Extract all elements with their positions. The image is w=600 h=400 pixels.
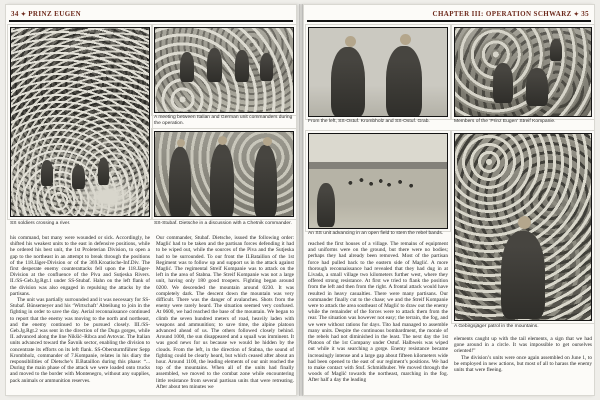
left-running-header: [11, 10, 291, 18]
photo-detail-officer: [331, 47, 365, 117]
photo-dietsche-discussion: [154, 131, 294, 217]
photo-detail-soldier: [41, 160, 53, 186]
right-running-header: [309, 10, 589, 18]
body-paragraph: Our commander, Stubaf. Dietsche, issued the following order: Maglić had to be taken and the partisan forces defending it had to be wiped out, while the sources of the Piva and the Sutjeska had to be surrounded. To our front the II.Bataillon of the 1st Regiment was to follow up and support us in the attack against Maglić. The regimental Streif Kompanie was to attack on the left in the area of Stabna. The Streif Kompanie was not a large unit, having only 180 good troopers. Fighting began around 0200. We descended the mountain around 0230. It was completely dark. The descent down the mountain was very difficult. There was the danger of avalanches. Shots from the enemy were rarely heard. The situation seemed very confused. At 0600, we had reached the base of the mountain. We began to climb the seven hundred meters of road, heavily laden with weapons and ammunition; to save time, the alpine platoon advanced ahead of us. The others followed closely behind. Around 1000, the sun disappeared and a squall was imminent. It was good news for us because we would be hidden by the clouds. From the left, in the direction of Stabna, the sound of fighting could be clearly heard, but which ceased after about an hour. Around 1100, the leading elements of our unit reached the top of the mountains. When all of the units had finally assembled, we moved to the combat zone while encountering little resistance from several partisan units that were retreating. After about ten minutes we: [156, 235, 294, 390]
header-rule: [307, 20, 591, 22]
photo-caption: An SS unit advancing in an open field to stem the rebel bands.: [308, 231, 444, 236]
photo-detail-soldier: [550, 39, 562, 61]
photo-commanders-meeting: [154, 27, 294, 113]
star-icon: ✦: [573, 12, 580, 18]
photo-detail-soldier: [72, 165, 85, 189]
right-page-number: 35: [581, 10, 589, 18]
right-page-column-2: [454, 336, 592, 392]
header-rule: [9, 20, 293, 22]
photo-detail-head: [400, 34, 411, 45]
photo-detail-figure: [235, 50, 249, 82]
photo-detail-figure: [207, 48, 222, 82]
photo-detail-officer: [386, 46, 422, 117]
photo-detail-head: [263, 137, 272, 146]
right-page: [303, 4, 595, 396]
left-page-column-2: [156, 235, 294, 392]
photo-caption: Members of the ‘Prinz Eugen’ Streif Kompanie.: [454, 119, 556, 124]
photo-caption: SS soldiers crossing a river.: [10, 221, 71, 226]
photo-detail-head: [518, 216, 531, 229]
photo-caption: A Gebirgsjäger patrol in the mountains.: [454, 324, 539, 329]
photo-gebirgsjaeger-patrol: [454, 133, 592, 321]
body-paragraph: The division’s units were once again assembled on June 1, to be employed in new actions, but most of all to harass the enemy units that were fleeing.: [454, 354, 592, 374]
photo-detail-figure: [169, 147, 191, 217]
photo-detail-figure: [180, 52, 194, 82]
left-page-column-1: [10, 235, 150, 392]
photo-krombholz-and-grab: [308, 27, 448, 117]
left-page-number: 34: [11, 10, 19, 18]
body-paragraph: reached the first houses of a village. The remains of equipment and uniforms were on the ground, but there were no bodies; perhaps they had already been removed. Most of the partisan force had pulled back to the eastern side of Maglić. A more thorough reconnaissance had revealed that they had dug in at Livada, a small village two kilometers further west, where they offered strong resistance. At first we tried to flank the position from the left and then from the right. A frontal attack would have resulted in heavy casualties. There were many partisans. Our commander finally cut to the chase; we and the Streif Kompanie were to attack the area southeast of Maglić to draw out the enemy while the remainder of the forces were to attack them from the rear. The situation was however not easy; the terrain, the fog, and we were without rations for days. Tito had managed to assemble many units. Despite the continuous bombardment, the morale of the rebels had not diminished in the least. The next day the 1st Platoon of the 1st Company under Ostuf. Halbweis was wiped out while it was searching a gorge. Enemy resistance became increasingly intense and a large gap about fifteen kilometers wide had been opened to the east of our regiment’s positions. We had to make contact with Stuf. Schmidhuber. We moved through the woods of Maglić towards the northeast, marching in the fog. After half a day the leading: [308, 241, 448, 384]
photo-detail-soldier: [501, 231, 545, 319]
photo-ss-unit-open-field: [308, 133, 448, 229]
body-paragraph: elements caught up with the tail elements, a sign that we had gone around in a circle. It was impossible to get ourselves oriented!”: [454, 336, 592, 355]
star-icon: ✦: [20, 12, 27, 18]
photo-detail-soldier: [493, 63, 513, 103]
photo-caption: From the left, SS-Ostuf. Krombholz and SS-Ostuf. Grab.: [308, 119, 430, 124]
photo-detail-figure: [254, 145, 277, 217]
photo-detail-figure: [260, 53, 273, 81]
right-running-title: CHAPTER III: OPERATION SCHWARZ: [432, 10, 572, 18]
photo-ss-soldiers-crossing-river: [10, 27, 150, 217]
photo-detail-foreground-soldier: [317, 183, 335, 227]
photo-detail-head: [177, 139, 185, 147]
photo-detail-head: [218, 136, 227, 145]
body-paragraph: his command, but many were wounded or sick. Accordingly, he shifted his weakest units to the east in defensive positions, while he ordered his best unit, the 1st Proleterian Division, to open a gap to the northeast in an attempt to break through the positions of the 118.Jäger-Division or of the 369.Kroatische-Inf.Div. The first desperate enemy counterattacks fell upon the 118.Jäger-Division at the confluence of the Piva and Sutjeska Rivers. II./SS-Geb.Jg.Rgt.1 under SS-Stubaf. Hahn on the left flank of the division was also engaged in repulsing the attacks by the partisans.: [10, 235, 150, 297]
body-paragraph: The unit was partially surrounded and it was necessary for SS-Stubaf. Bünsemeyer and his ‘Wirtschaft’ Abteilung to join in the fighting in order to save the day. Aerial reconnaissance continued to report that the enemy was moving to the north and northeast, and the enemy continued to be pursued closely. III./SS-Geb.Jg.Rgt.2 was sent in the direction of the Duga gorges, while II. advanced along the line Nikšić–Ribca and Avtovac. The Italian units advanced toward the Šavnik sector, enabling the division to concentrate its efforts on its left flank. SS-Obersturmführer Sepp Krombholz, commander of 7.Kompanie, relates in his diary the responsibilities of Dietsche’s II.Bataillon during this phase: “... During the main phase of the attack we were loaded onto trucks and moved to the border with Montenegro, without any supplies, pack animals or ammunition reserves.: [10, 297, 150, 384]
left-running-title: PRINZ EUGEN: [28, 10, 82, 18]
photo-detail-head: [345, 36, 356, 47]
photo-caption: SS-Stubaf. Dietsche in a discussion with a Chetnik commander.: [154, 221, 292, 226]
photo-streif-kompanie: [454, 27, 592, 117]
photo-detail-figure: [210, 144, 234, 217]
photo-detail-soldier: [98, 158, 109, 185]
right-page-column-1: [308, 241, 448, 391]
left-page: [5, 4, 297, 396]
photo-detail-soldier: [526, 68, 548, 106]
photo-caption: A meeting between Italian and German unit commanders during the operation.: [154, 115, 293, 126]
